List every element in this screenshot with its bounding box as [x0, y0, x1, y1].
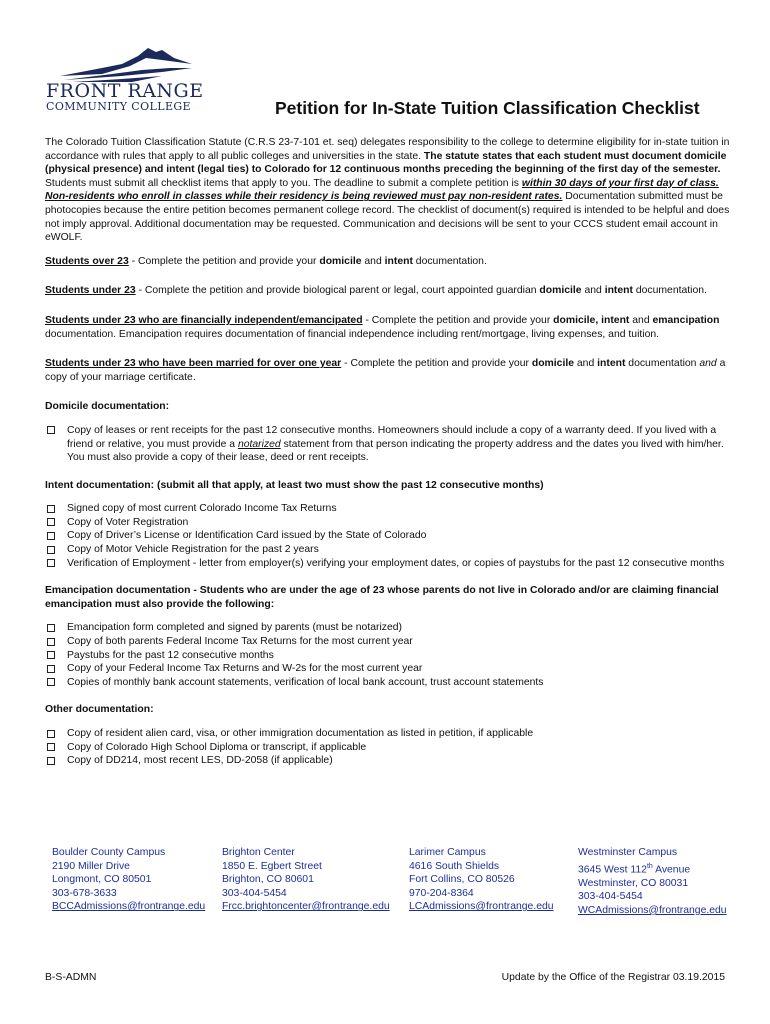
checklist-item: [45, 662, 730, 676]
group-bold: domicile: [539, 285, 582, 297]
group-label: Students under 23: [45, 285, 136, 297]
checklist-item-text: Copy of resident alien card, visa, or other immigration documentation as listed in petition, if applicable: [67, 728, 534, 739]
other-checklist: [45, 727, 730, 768]
campus-street: 4616 South Shields: [409, 860, 500, 872]
campus-city: Fort Collins, CO 80526: [409, 874, 515, 886]
group-text: - Complete the petition and provide your: [341, 358, 532, 370]
group-text: a copy of your marriage certificate.: [45, 358, 726, 383]
campus-boulder: [52, 846, 205, 914]
group-bold: intent: [604, 285, 633, 297]
group-text: documentation.: [632, 285, 707, 297]
group-label: Students under 23 who have been married for over one year: [45, 358, 342, 370]
campus-phone: 303-678-3633: [52, 887, 117, 899]
checklist-item: [45, 529, 730, 543]
college-logo: [42, 44, 212, 116]
checklist-item-text: Copy of Motor Vehicle Registration for the past 2 years: [67, 544, 319, 556]
group-under-23: [45, 284, 730, 298]
campus-email-link[interactable]: BCCAdmissions@frontrange.edu: [52, 901, 206, 913]
page-title: Petition for In-State Tuition Classification Checklist: [275, 98, 700, 118]
group-text: - Complete the petition and provide your: [128, 255, 320, 267]
street-text: 3645 West 112: [578, 864, 647, 876]
group-text: - Complete the petition and provide your: [362, 314, 554, 326]
checklist-item-text: Copy of both parents Federal Income Tax Returns for the most current year: [67, 636, 413, 648]
group-independent: [45, 314, 730, 341]
street-ordinal: th: [646, 862, 653, 870]
campus-city: Longmont, CO 80501: [52, 874, 152, 886]
checklist-item-text: Signed copy of most current Colorado Income Tax Returns: [67, 503, 337, 515]
checklist-item: [45, 676, 730, 690]
checklist-item: [45, 557, 730, 571]
checklist-item: [45, 649, 730, 663]
intro-paragraph: [45, 136, 730, 245]
group-bold: emancipation: [652, 314, 720, 326]
group-label: Students over 23: [45, 255, 129, 267]
checkbox[interactable]: [47, 532, 55, 540]
intro-text: The Colorado Tuition Classification Statute (C.R.S 23-7-101 et. seq) delegates responsibility to the college to determine eligibility for in-state tuition in accordance with rules that apply to all public colleges and universities in the state.: [45, 137, 730, 162]
intro-deadline-text: Students must submit all checklist items that apply to you. The deadline to submit a complete petition is: [45, 177, 522, 189]
checkbox[interactable]: [47, 638, 55, 646]
checklist-text: statement from that person indicating the property address and the dates you lived with him/her. You must also provide a copy of their lease, deed or rent receipts.: [67, 438, 724, 464]
checkbox[interactable]: [47, 518, 55, 526]
checklist-italic: notarized: [237, 438, 281, 450]
campus-phone: 303-404-5454: [222, 887, 287, 899]
group-text: documentation: [625, 358, 700, 370]
group-text: and: [574, 358, 598, 370]
checklist-item: [45, 424, 730, 465]
checklist-item-text: Copy of Colorado High School Diploma or transcript, if applicable: [67, 741, 367, 753]
group-text: and: [361, 255, 385, 267]
checklist-item: [45, 502, 730, 516]
intent-heading: Intent documentation: (submit all that apply, at least two must show the past 12 consecutive months): [45, 479, 544, 491]
checkbox[interactable]: [47, 730, 55, 738]
group-text: - Complete the petition and provide biological parent or legal, court appointed guardian: [135, 285, 540, 297]
group-bold: intent: [597, 358, 626, 370]
campus-street: 1850 E. Egbert Street: [222, 860, 322, 872]
checkbox[interactable]: [47, 426, 55, 434]
group-text: and: [581, 285, 605, 297]
checklist-item-text: Copy of Driver’s License or Identification Card issued by the State of Colorado: [67, 530, 427, 542]
other-heading: Other documentation:: [45, 704, 154, 716]
document-body: [45, 136, 730, 768]
emancipation-heading: Emancipation documentation - Students who are under the age of 23 whose parents do not live in Colorado and/or are claiming financial emancipation must also provide the following:: [45, 585, 719, 610]
checkbox[interactable]: [47, 546, 55, 554]
checklist-item: [45, 741, 730, 755]
group-bold: intent: [384, 255, 413, 267]
checklist-item-text: Verification of Employment - letter from employer(s) verifying your employment dates, or copies of paystubs for the past 12 consecutive months: [67, 557, 725, 569]
revision-note: Update by the Office of the Registrar 03.19.2015: [501, 972, 725, 983]
campus-email-link[interactable]: Frcc.brightoncenter@frontrange.edu: [222, 901, 390, 913]
checkbox[interactable]: [47, 665, 55, 673]
campus-name: Boulder County Campus: [52, 847, 166, 858]
group-text: documentation.: [412, 255, 487, 267]
campus-email-link[interactable]: WCAdmissions@frontrange.edu: [578, 904, 727, 916]
checklist-item-text: Copy of DD214, most recent LES, DD-2058 (if applicable): [67, 755, 333, 767]
group-italic: and: [699, 358, 717, 370]
street-text: Avenue: [652, 864, 691, 876]
campus-westminster: [578, 846, 727, 917]
intent-checklist: [45, 502, 730, 570]
campus-street: 2190 Miller Drive: [52, 860, 130, 872]
checklist-item: [45, 754, 730, 768]
campus-phone: 303-404-5454: [578, 891, 643, 903]
logo-text-community-college: COMMUNITY COLLEGE: [46, 100, 191, 113]
checklist-item-text: [67, 424, 730, 465]
campus-name: Brighton Center: [222, 847, 295, 858]
group-text: and: [629, 314, 653, 326]
campus-phone: 970-204-8364: [409, 887, 474, 899]
domicile-heading: Domicile documentation:: [45, 401, 170, 413]
checklist-item: [45, 727, 730, 741]
campus-brighton: [222, 846, 390, 914]
checklist-item: [45, 516, 730, 530]
group-bold: domicile: [319, 255, 362, 267]
checkbox[interactable]: [47, 624, 55, 632]
checkbox[interactable]: [47, 505, 55, 513]
checkbox[interactable]: [47, 678, 55, 686]
campus-name: Larimer Campus: [409, 847, 486, 858]
checklist-item-text: Copy of Voter Registration: [67, 516, 189, 528]
campus-city: Brighton, CO 80601: [222, 874, 314, 886]
intro-deadline-emphasis: within 30 days of your first day of class. Non-residents who enroll in classes while their residency is being reviewed must pay non-resident rates.: [45, 177, 719, 203]
checklist-item-text: Copies of monthly bank account statements, verification of local bank account, trust account statements: [67, 676, 544, 688]
campus-email-link[interactable]: LCAdmissions@frontrange.edu: [409, 901, 554, 913]
group-label: Students under 23 who are financially independent/emancipated: [45, 314, 363, 326]
checklist-item: [45, 621, 730, 635]
campus-larimer: [409, 846, 554, 914]
checkbox[interactable]: [47, 757, 55, 765]
group-married: [45, 357, 730, 384]
group-bold: domicile: [531, 358, 574, 370]
campus-city: Westminster, CO 80031: [578, 877, 689, 889]
campus-name: Westminster Campus: [578, 847, 678, 858]
checklist-item-text: Emancipation form completed and signed by parents (must be notarized): [67, 622, 402, 634]
form-code: B-S-ADMN: [45, 972, 97, 983]
group-text: documentation. Emancipation requires documentation of financial independence including rent/mortgage, living expenses, and tuition.: [45, 328, 660, 340]
checklist-text: Copy of leases or rent receipts for the past 12 consecutive months. Homeowners should include a copy of a warranty deed. If you lived with a friend or relative, you must provide a: [67, 424, 717, 450]
logo-text-front-range: FRONT RANGE: [46, 80, 204, 102]
intro-statute-text: The statute states that each student must document domicile (physical presence) and intent (legal ties) to Colorado for 12 continuous months preceding the beginning of the first day of the semester.: [45, 150, 727, 176]
group-bold: domicile, intent: [553, 314, 630, 326]
group-over-23: [45, 255, 730, 269]
checklist-item: [45, 543, 730, 557]
checkbox[interactable]: [47, 651, 55, 659]
checkbox[interactable]: [47, 559, 55, 567]
emancipation-checklist: [45, 621, 730, 689]
checklist-item-text: Paystubs for the past 12 consecutive months: [67, 649, 274, 661]
campus-street: [578, 860, 727, 877]
checklist-item: [45, 635, 730, 649]
intro-documentation-text: Documentation submitted must be photocopies because the entire petition becomes permanent college record. The checklist of document(s) required is intended to be helpful and does not imply approval. Additional documentation may be requested. Communication and decisions will be sent to your CCCS student email account in eWOLF.: [45, 191, 730, 244]
checklist-item-text: Copy of your Federal Income Tax Returns and W-2s for the most current year: [67, 663, 423, 675]
checkbox[interactable]: [47, 743, 55, 751]
mountain-logo-icon: [42, 44, 212, 84]
